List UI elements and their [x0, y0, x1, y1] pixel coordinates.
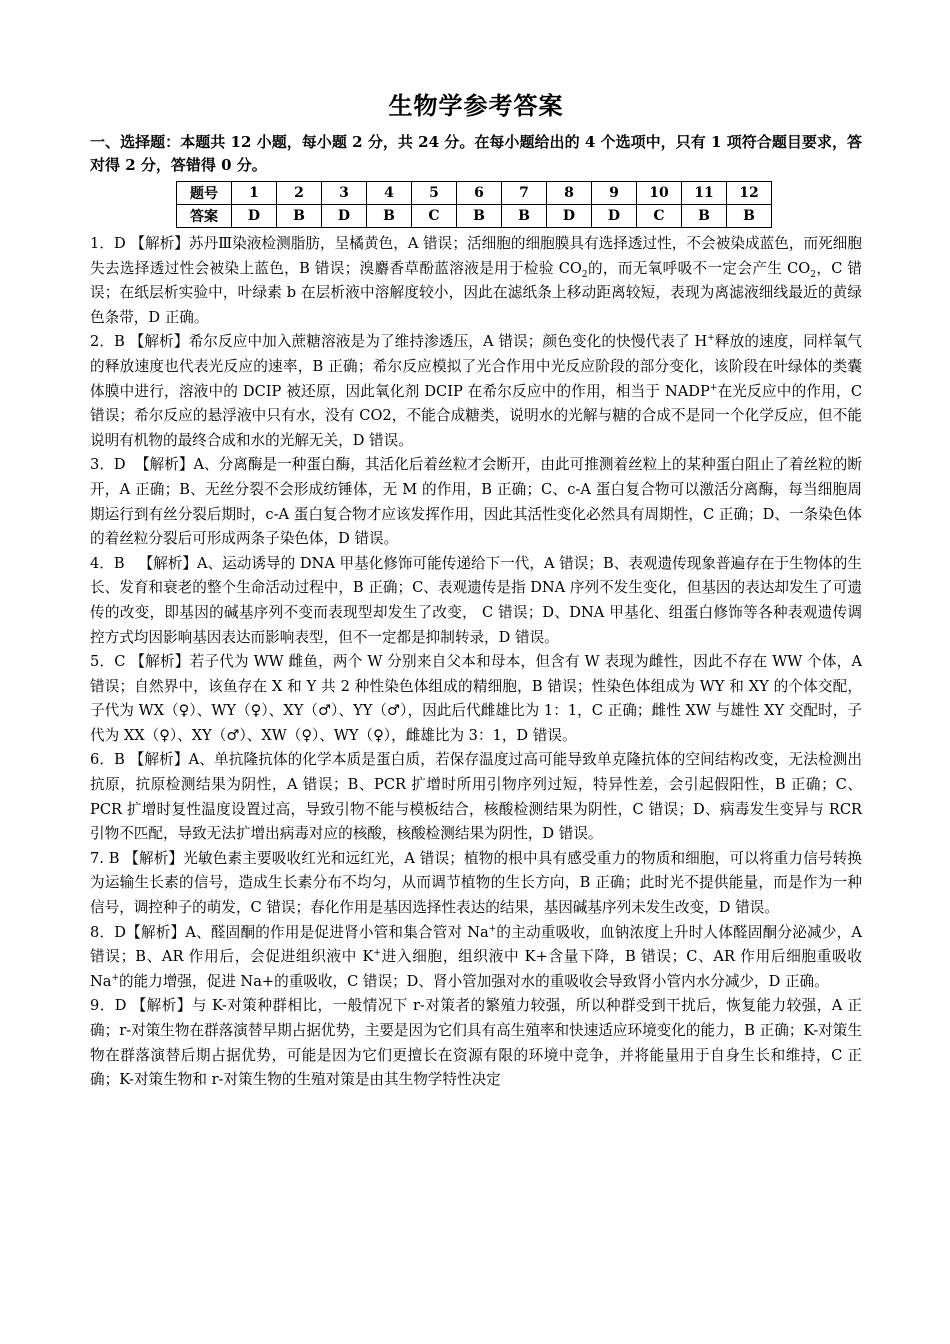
table-cell: 3	[322, 182, 367, 205]
section-heading: 一、选择题：本题共 12 小题，每小题 2 分，共 24 分。在每小题给出的 4 个选项中，只有 1 项符合题目要求，答对得 2 分，答错得 0 分。	[90, 133, 862, 174]
table-cell: D	[547, 205, 592, 228]
answer-item-8	[90, 921, 862, 995]
item-text: 光敏色素主要吸收红光和远红光，A 错误；植物的根中具有感受重力的物质和细胞，可以将重力信号转换为运输生长素的信号，造成生长素分布不均匀，从而调节植物的生长方向，B 正确；此时光不提供能量，而是作为一种信号，调控种子的萌发，C 错误；春化作用是基因选择性表达的结果，基因碱基序列未发生改变，D 错误。	[90, 849, 862, 917]
table-cell: 4	[367, 182, 412, 205]
table-cell: B	[277, 205, 322, 228]
table-header-answer: 答案	[177, 205, 232, 228]
item-number: 2．B	[90, 333, 125, 351]
item-text: A、运动诱导的 DNA 甲基化修饰可能传递给下一代，A 错误；B、表观遗传现象普遍存在于生物体的生长、发育和衰老的整个生命活动过程中，B 正确；C、表观遗传是指 DNA 序列不发生变化，但基因的表达却发生了可遗传的改变，即基因的碱基序列不变而表现型却发生了改变， C 错误；D、DNA 甲基化、组蛋白修饰等各种表观遗传调控方式均因影响基因表达而影响表型，但不一定都是抑制转录，D 错误。	[90, 554, 862, 646]
table-cell: 8	[547, 182, 592, 205]
table-cell: 11	[682, 182, 727, 205]
item-text: 若子代为 WW 雌鱼，两个 W 分别来自父本和母本，但含有 W 表现为雌性，因此不存在 WW 个体，A 错误；自然界中，该鱼存在 X 和 Y 共 2 种性染色体组成的精细胞，B 错误；性染色体组成为 WY 和 XY 的个体交配，子代为 WX（♀）、WY（♀）、XY（♂）、YY（♂），因此后代雌雄比为 1：1，C 正确；雌性 XW 与雄性 XY 交配时，子代为 XX（♀）、XY（♂）、XW（♀）、WY（♀），雌雄比为 3：1，D 错误。	[90, 653, 863, 744]
item-tag: 【解析】	[125, 923, 186, 941]
answer-item-7	[90, 847, 862, 921]
subscript: 2	[581, 269, 588, 280]
table-cell: 12	[727, 182, 772, 205]
superscript: +	[111, 972, 120, 983]
table-cell: B	[682, 205, 727, 228]
superscript: +	[709, 382, 718, 393]
answer-item-6	[90, 748, 862, 846]
table-cell: 2	[277, 182, 322, 205]
item-text: 释放的速度，同样氧气的释放速度也代表光反应的速率，B 正确；希尔反应模拟了光合作用中光反应阶段的部分变化，该阶段在叶绿体的类囊体膜中进行，溶液中的 DCIP 被还原，因此氧化剂 DCIP 在希尔反应中的作用，相当于 NADP	[90, 333, 863, 400]
table-cell: 1	[232, 182, 277, 205]
item-number: 1．D	[90, 235, 126, 252]
answer-item-3	[90, 453, 862, 551]
item-text: 与 K-对策种群相比，一般情况下 r-对策者的繁殖力较强，所以种群受到干扰后，恢复能力较强，A 正确；r-对策生物在群落演替早期占据优势，主要是因为它们具有高生殖率和快速适应环境变化的能力，B 正确；K-对策生物在群落演替后期占据优势，可能是因为它们更擅长在资源有限的环境中竞争，并将能量用于自身生长和维持，C 正确；K-对策生物和 r-对策生物的生殖对策是由其生物学特性决定	[90, 997, 862, 1089]
item-text: 在光反应中的作用，C 错误；希尔反应的悬浮液中只有水，没有 CO2，不能合成糖类，说明水的光解与糖的合成不是同一个化学反应，但不能说明有机物的最终合成和水的光解无关，D 错误。	[90, 382, 862, 449]
item-text: 的主动重吸收，血钠浓度上升时人体醛固酮分泌减少，A 错误；B、AR 作用后，会促进组织液中 K	[90, 923, 862, 966]
item-text: A、单抗隆抗体的化学本质是蛋白质，若保存温度过高可能导致单克隆抗体的空间结构改变，无法检测出抗原，抗原检测结果为阴性，A 错误；B、PCR 扩增时所用引物序列过短，特异性差，会引起假阳性，B 正确；C、PCR 扩增时复性温度设置过高，导致引物不能与模板结合，核酸检测结果为阴性，C 错误；D、病毒发生变异与 RCR 引物不匹配，导致无法扩增出病毒对应的核酸，核酸检测结果为阴性，D 错误。	[90, 751, 862, 843]
item-number: 4．B	[90, 554, 125, 572]
item-text: ，C 错误；在纸层析实验中，叶绿素 b 在层析液中溶解度较小，因此在滤纸条上移动距离较短，表现为离滤液细线最近的黄绿色条带，D 正确。	[90, 259, 863, 326]
item-tag: 【解析】	[130, 653, 190, 671]
item-number: 5．C	[90, 653, 126, 671]
table-row-answers	[177, 205, 772, 228]
item-text: 苏丹Ⅲ染液检测脂肪，呈橘黄色，A 错误；活细胞的细胞膜具有选择透过性，不会被染成蓝色，而死细胞失去选择透过性会被染上蓝色，B 错误；溴麝香草酚蓝溶液是用于检验 CO	[90, 235, 862, 277]
document-page	[90, 86, 862, 1093]
item-text: 的，而无氧呼吸不一定会产生 CO	[587, 259, 811, 277]
item-text: 希尔反应中加入蔗糖溶液是为了维持渗透压，A 错误；颜色变化的快慢代表了 H	[188, 333, 708, 351]
table-row-numbers	[177, 182, 772, 205]
table-cell: C	[637, 205, 682, 228]
answer-item-2	[90, 330, 862, 453]
item-text: A、醛固酮的作用是促进肾小管和集合管对 Na	[185, 923, 489, 941]
subscript: 2	[810, 269, 816, 280]
table-cell: 7	[502, 182, 547, 205]
item-tag: 【解析】	[129, 333, 189, 351]
table-cell: D	[322, 205, 367, 228]
table-cell: 5	[412, 182, 457, 205]
item-text: 进入细胞，组织液中 K+含量下降，B 错误；C、AR 作用后细胞重吸收 Na	[90, 948, 863, 990]
item-number: 8．D	[90, 923, 126, 941]
answer-item-1	[90, 232, 862, 330]
answer-item-4	[90, 552, 862, 650]
table-cell: 9	[592, 182, 637, 205]
table-cell: D	[232, 205, 277, 228]
item-tag: 【解析】	[134, 456, 194, 474]
superscript: +	[373, 948, 381, 959]
item-text: A、分离酶是一种蛋白酶，其活化后着丝粒才会断开，由此可推测着丝粒上的某种蛋白阻止了着丝粒的断开，A 正确；B、无丝分裂不会形成纺锤体，无 M 的作用，B 正确；C、c-A 蛋白复合物可以激活分离酶，每当细胞周期运行到有丝分裂后期时，c-A 蛋白复合物才应该发挥作用，因此其活性变化必然具有周期性，C 正确；D、一条染色体的着丝粒分裂后可形成两条子染色体，D 错误。	[90, 456, 862, 548]
table-cell: B	[727, 205, 772, 228]
item-tag: 【解析】	[138, 554, 198, 572]
item-number: 7. B	[90, 849, 120, 867]
answer-item-9	[90, 994, 862, 1092]
table-cell: C	[412, 205, 457, 228]
page-title: 生物学参考答案	[388, 91, 564, 120]
answer-item-5	[90, 650, 862, 748]
table-cell: B	[367, 205, 412, 228]
superscript: +	[707, 333, 715, 344]
table-cell: B	[457, 205, 502, 228]
item-tag: 【解析】	[130, 235, 189, 252]
table-header-number: 题号	[177, 182, 232, 205]
item-number: 9．D	[90, 997, 127, 1015]
item-text: 的能力增强，促进 Na+的重吸收，C 错误；D、肾小管加强对水的重吸收会导致肾小管内水分减少，D 正确。	[119, 972, 829, 990]
table-cell: 10	[637, 182, 682, 205]
item-tag: 【解析】	[124, 849, 184, 867]
item-number: 6．B	[90, 751, 125, 769]
item-tag: 【解析】	[129, 751, 189, 769]
item-number: 3．D	[90, 456, 126, 474]
answer-table	[176, 181, 772, 228]
table-cell: 6	[457, 182, 502, 205]
table-cell: B	[502, 205, 547, 228]
item-tag: 【解析】	[131, 997, 192, 1015]
table-cell: D	[592, 205, 637, 228]
superscript: +	[488, 923, 497, 934]
